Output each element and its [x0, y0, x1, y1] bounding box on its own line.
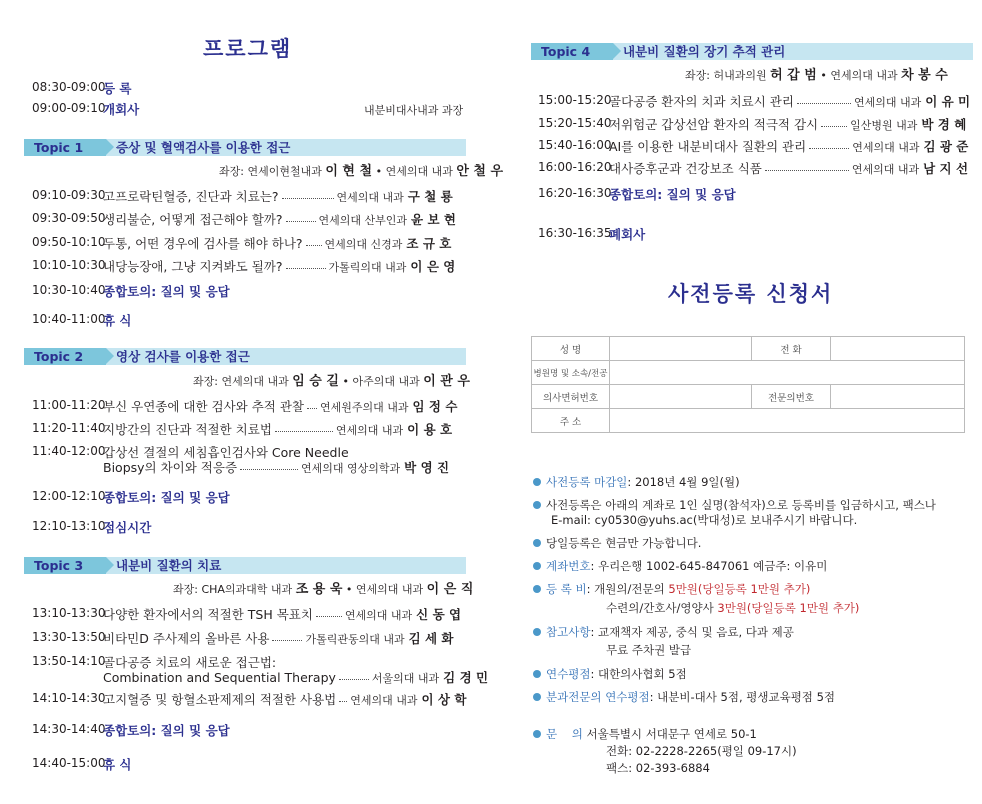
chair-name: 조 용 욱: [295, 582, 343, 597]
program-title: 프로그램: [203, 37, 293, 61]
time: 12:00-12:10: [32, 489, 106, 503]
lecture-affiliation: 연세의대 내과: [350, 694, 418, 707]
time: 09:00-09:10: [32, 101, 106, 115]
label-address: 주 소: [532, 409, 610, 433]
break-title: 휴 식: [103, 313, 132, 328]
note-value: : 내분비-대사 5점, 평생교육평점 5점: [649, 690, 835, 704]
time: 15:40-16:00: [538, 138, 612, 152]
license-field[interactable]: [610, 385, 752, 409]
label-license: 의사면허번호: [532, 385, 610, 409]
time: 11:40-12:00: [32, 444, 106, 458]
lecture-speaker: 박 경 혜: [921, 117, 967, 132]
lecture-speaker: 이 상 학: [421, 692, 467, 707]
lecture-title-text: 대사증후군과 건강보조 식품: [609, 161, 762, 176]
note-value: : 2018년 4월 9일(월): [627, 475, 740, 489]
label-phone: 전 화: [752, 337, 831, 361]
topic-bar: [24, 139, 466, 156]
phone-field[interactable]: [831, 337, 965, 361]
chair-affiliation: • 연세의대 내과: [375, 165, 453, 178]
note-label: 분과전문의 연수평점: [546, 690, 650, 704]
lecture-title-text: 골다공증 환자의 치과 치료시 관리: [609, 94, 794, 109]
note-cme: [533, 666, 687, 682]
time: 14:10-14:30: [32, 691, 106, 705]
lecture-speaker: 구 철 룡: [407, 189, 453, 204]
lecture-affiliation: 가톨릭관동의대 내과: [305, 633, 405, 646]
note-value: : 우리은행 1002-645-847061 예금주: 이유미: [590, 559, 828, 573]
time: 16:00-16:20: [538, 160, 612, 174]
discussion-title: 종합토의: 질의 및 응답: [609, 187, 736, 202]
note-label: 문 의: [546, 727, 583, 741]
lecture-title: [103, 210, 456, 228]
lecture-title: [103, 234, 451, 252]
lecture-title-text: AI를 이용한 내분비대사 질환의 관리: [609, 139, 807, 154]
bullet-icon: [533, 730, 541, 738]
time: 09:50-10:10: [32, 235, 106, 249]
bullet-icon: [533, 693, 541, 701]
note-fee-line2: [606, 600, 859, 616]
bullet-icon: [533, 585, 541, 593]
time: 13:10-13:30: [32, 606, 106, 620]
lecture-affiliation: 연세의대 산부인과: [318, 214, 408, 227]
note-parking: 무료 주차권 발급: [606, 643, 692, 657]
bullet-icon: [533, 562, 541, 570]
note-fee-amount: 5만원(당일등록 1만원 추가): [668, 582, 811, 596]
chair-name: 임 승 길: [292, 374, 339, 389]
chair-name: 허 갑 범: [770, 68, 817, 83]
bullet-icon: [533, 478, 541, 486]
lecture-speaker: 김 광 준: [923, 139, 969, 154]
note-value: 수련의/간호사/영양사: [606, 601, 714, 615]
topic-title: 증상 및 혈액검사를 이용한 접근: [116, 140, 291, 155]
registration-form: [531, 336, 965, 433]
lecture-affiliation: 연세의대 내과: [344, 609, 413, 622]
topic-bar: [531, 43, 973, 60]
lecture-speaker: 윤 보 현: [411, 212, 456, 227]
lecture-affiliation: 연세의대 내과: [335, 424, 404, 437]
bullet-icon: [533, 670, 541, 678]
lecture-title: [103, 458, 449, 476]
note-email: E-mail: cy0530@yuhs.ac(박대성)로 보내주시기 바랍니다.: [551, 513, 858, 527]
lecture-title: [103, 605, 461, 623]
lecture-title: [609, 137, 968, 155]
topic-bar: [24, 557, 466, 574]
lecture-affiliation: 연세의대 신경과: [324, 238, 403, 251]
chair-prefix: 좌장: 연세이현철내과: [219, 165, 322, 178]
chair-name: 이 관 우: [423, 374, 470, 389]
chair-affiliation: • 연세의대 내과: [820, 69, 898, 82]
time: 10:40-11:00: [32, 312, 106, 326]
note-fax: 팩스: 02-393-6884: [606, 761, 710, 775]
time: 11:20-11:40: [32, 421, 106, 435]
label-hospital: 병원명 및 소속/전공: [532, 361, 610, 385]
lecture-affiliation: 연세의대 내과: [852, 141, 920, 154]
time: 11:00-11:20: [32, 398, 106, 412]
lecture-speaker: 이 용 호: [407, 422, 453, 437]
chair-line: [173, 578, 473, 597]
topic-badge: Topic 2: [24, 348, 106, 365]
topic-badge: Topic 3: [24, 557, 106, 574]
label-name: 성 명: [532, 337, 610, 361]
closing-title: 폐회사: [609, 227, 646, 242]
time: 15:00-15:20: [538, 93, 612, 107]
lecture-title: [609, 115, 966, 133]
note-deadline: [533, 474, 740, 490]
lecture-title-text: 부신 우연종에 대한 검사와 추적 관찰: [103, 399, 304, 414]
note-onsite: [533, 535, 701, 551]
note-fee: [533, 581, 810, 597]
topic-badge: Topic 1: [24, 139, 106, 156]
topic-title: 영상 검사를 이용한 접근: [116, 349, 250, 364]
lecture-affiliation: 연세원주의대 내과: [320, 401, 409, 414]
topic-badge: Topic 4: [531, 43, 613, 60]
note-label: 등 록 비: [546, 582, 587, 596]
lecture-title-text: Combination and Sequential Therapy: [103, 670, 336, 685]
chair-line: [219, 160, 503, 179]
lecture-title: [609, 159, 968, 177]
time: 12:10-13:10: [32, 519, 106, 533]
chair-name: 이 은 직: [426, 582, 474, 597]
bullet-icon: [533, 628, 541, 636]
chair-name: 차 봉 수: [901, 68, 948, 83]
lecture-affiliation: 연세의대 영상의학과: [301, 462, 401, 475]
bullet-icon: [533, 501, 541, 509]
time: 08:30-09:00: [32, 80, 106, 94]
lecture-title: [103, 397, 457, 415]
note-label: 사전등록 마감일: [546, 475, 628, 489]
discussion-title: 종합토의: 질의 및 응답: [103, 284, 230, 299]
speaker: 내분비대사내과 과장: [364, 104, 464, 117]
note-reference: [533, 624, 794, 640]
lecture-title-line1: 갑상선 결절의 세침흡인검사와 Core Needle: [103, 445, 349, 460]
lecture-title-text: 고지혈증 및 항혈소판제제의 적절한 사용법: [103, 692, 337, 707]
topic-title: 내분비 질환의 치료: [116, 558, 222, 573]
time: 14:30-14:40: [32, 722, 106, 736]
lecture-speaker: 박 영 진: [404, 460, 450, 475]
chair-affiliation: • 아주의대 내과: [342, 375, 420, 388]
lecture-title-text: 고프로락틴혈증, 진단과 치료는?: [103, 189, 279, 204]
lecture-speaker: 이 유 미: [925, 94, 971, 109]
lecture-affiliation: 서울의대 내과: [371, 672, 440, 685]
time: 16:20-16:30: [538, 186, 612, 200]
time: 13:50-14:10: [32, 654, 106, 668]
specialist-field[interactable]: [831, 385, 965, 409]
hospital-field[interactable]: [610, 361, 965, 385]
time: 16:30-16:35: [538, 226, 612, 240]
lecture-title: [103, 629, 454, 647]
chair-line: [193, 370, 470, 389]
chair-prefix: 좌장: 허내과의원: [685, 69, 767, 82]
lecture-speaker: 신 동 엽: [416, 607, 462, 622]
time: 15:20-15:40: [538, 116, 612, 130]
discussion-title: 종합토의: 질의 및 응답: [103, 490, 230, 505]
chair-name: 이 현 철: [325, 164, 373, 179]
label-specialist: 전문의번호: [752, 385, 831, 409]
lecture-affiliation: 가톨릭의대 내과: [328, 261, 407, 274]
lecture-title: [103, 668, 488, 686]
chair-prefix: 좌장: CHA의과대학 내과: [173, 583, 293, 596]
note-value: : 대한의사협회 5점: [590, 667, 687, 681]
lecture-affiliation: 일산병원 내과: [850, 119, 918, 132]
note-label: 계좌번호: [546, 559, 591, 573]
address-field[interactable]: [610, 409, 965, 433]
name-field[interactable]: [610, 337, 752, 361]
lecture-speaker: 김 세 화: [408, 631, 454, 646]
lecture-speaker: 조 규 호: [406, 236, 452, 251]
lecture-title: [103, 257, 455, 275]
lecture-title-text: 내당능장애, 그냥 지켜봐도 될까?: [103, 259, 283, 274]
lunch-title: 점심시간: [103, 520, 152, 535]
chair-affiliation: • 연세의대 내과: [345, 583, 424, 596]
lecture-title: [609, 92, 970, 110]
chair-prefix: 좌장: 연세의대 내과: [193, 375, 289, 388]
lecture-title-text: 지방간의 진단과 적절한 치료법: [103, 422, 272, 437]
lecture-title-text: 생리불순, 어떻게 접근해야 할까?: [103, 212, 283, 227]
lecture-title: [103, 187, 453, 205]
note-inquiry: [533, 726, 757, 742]
lecture-title-text: 비타민D 주사제의 올바른 사용: [103, 631, 270, 646]
lecture-affiliation: 연세의대 내과: [336, 191, 404, 204]
lecture-title-text: 다양한 환자에서의 적절한 TSH 목표치: [103, 607, 313, 622]
chair-name: 안 철 우: [456, 164, 504, 179]
lecture-affiliation: 연세의대 내과: [853, 96, 922, 109]
session-title: 등 록: [103, 81, 132, 96]
registration-title: 사전등록 신청서: [668, 282, 834, 306]
topic-title: 내분비 질환의 장기 추적 관리: [623, 44, 786, 59]
note-label: 연수평점: [546, 667, 591, 681]
lecture-title-text: Biopsy의 차이와 적응증: [103, 460, 238, 475]
note-fee-amount: 3만원(당일등록 1만원 추가): [717, 601, 860, 615]
lecture-affiliation: 연세의대 내과: [851, 163, 920, 176]
bullet-icon: [533, 539, 541, 547]
lecture-title-text: 두통, 어떤 경우에 검사를 해야 하나?: [103, 236, 303, 251]
break-title: 휴 식: [103, 757, 132, 772]
time: 13:30-13:50: [32, 630, 106, 644]
time: 09:10-09:30: [32, 188, 106, 202]
note-value: 사전등록은 아래의 계좌로 1인 실명(참석자)으로 등록비를 입금하시고, 팩스나: [546, 498, 936, 512]
chair-line: [685, 64, 948, 83]
note-phone: 전화: 02-2228-2265(평일 09-17시): [606, 744, 797, 758]
time: 10:10-10:30: [32, 258, 106, 272]
note-value: 서울특별시 서대문구 연세로 50-1: [586, 727, 757, 741]
lecture-speaker: 김 경 민: [443, 670, 489, 685]
session-title: 개회사: [103, 102, 140, 117]
note-account: [533, 558, 827, 574]
time: 10:30-10:40: [32, 283, 106, 297]
note-preregistration: [533, 497, 936, 513]
note-label: 참고사항: [546, 625, 591, 639]
lecture-title: [103, 420, 452, 438]
lecture-speaker: 남 지 선: [923, 161, 969, 176]
note-value: 당일등록은 현금만 가능합니다.: [546, 536, 702, 550]
lecture-title-line1: 골다공증 치료의 새로운 접근법:: [103, 655, 277, 670]
topic-bar: [24, 348, 466, 365]
lecture-title: [103, 690, 466, 708]
time: 14:40-15:00: [32, 756, 106, 770]
note-value: : 개원의/전문의: [586, 582, 665, 596]
note-value: : 교재책자 제공, 중식 및 음료, 다과 제공: [590, 625, 794, 639]
lecture-speaker: 임 정 수: [412, 399, 458, 414]
note-subspecialty: [533, 689, 835, 705]
time: 09:30-09:50: [32, 211, 106, 225]
discussion-title: 종합토의: 질의 및 응답: [103, 723, 230, 738]
lecture-title-text: 저위험군 갑상선암 환자의 적극적 감시: [609, 117, 819, 132]
lecture-speaker: 이 은 영: [410, 259, 456, 274]
